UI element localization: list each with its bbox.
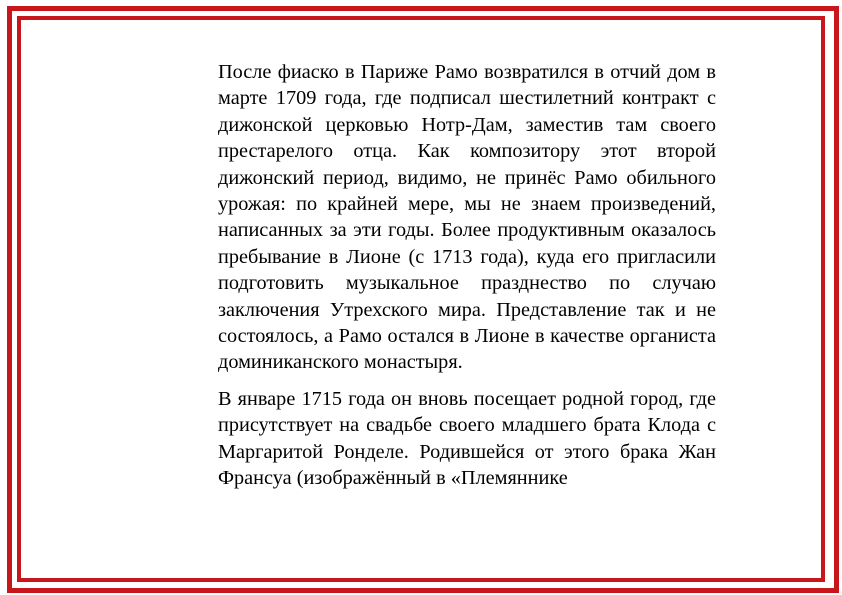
paragraph-2: В январе 1715 года он вновь посещает родной город, где присутствует на свадьбе своего младшего брата Клода с Маргаритой Ронделе. Родившейся от этого брака Жан Франсуа (изображённый в «Племяннике [218, 387, 716, 490]
paragraph-1: После фиаско в Париже Рамо возвратился в отчий дом в марте 1709 года, где подписал шестилетний контракт с дижонской церковью Нотр-Дам, заместив там своего престарелого отца. Как композитору этот второй дижонский период, видимо, не принёс Рамо обильного урожая: по крайней мере, мы не знаем произведений, написанных за эти годы. Более продуктивным оказалось пребывание в Лионе (с 1713 года), куда его пригласили подготовить музыкальное празднество по случаю заключения Утрехского мира. Представление так и не состоялось, а Рамо остался в Лионе в качестве органиста доминиканского монастыря. [218, 61, 716, 374]
slide-text-body [218, 59, 716, 492]
